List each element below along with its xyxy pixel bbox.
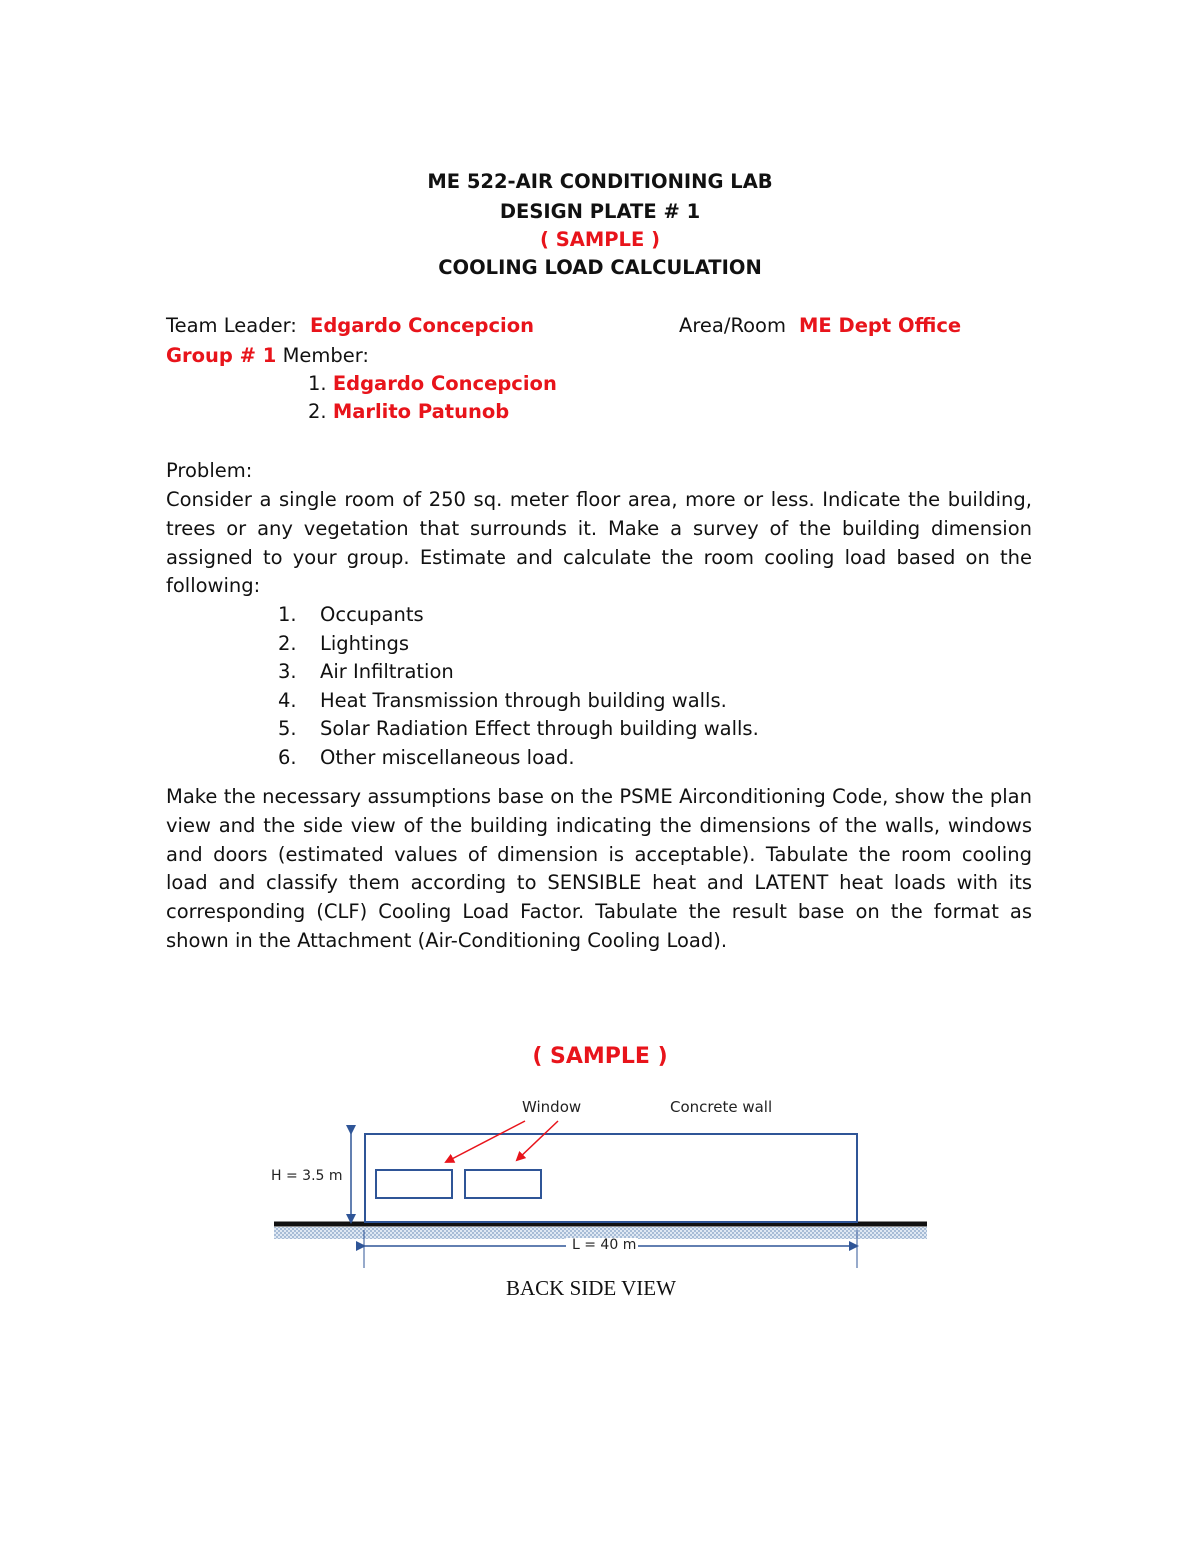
window-1 (376, 1170, 452, 1198)
length-label: L = 40 m (572, 1237, 637, 1253)
height-label: H = 3.5 m (271, 1168, 343, 1184)
team-leader-label: Team Leader: (166, 314, 297, 337)
area-label: Area/Room (679, 314, 786, 337)
sample-tag: ( SAMPLE ) (540, 228, 660, 251)
topic-title: COOLING LOAD CALCULATION (438, 256, 762, 279)
plate-title: DESIGN PLATE # 1 (499, 200, 701, 223)
concrete-wall-label: Concrete wall (670, 1098, 773, 1116)
window-label: Window (522, 1098, 582, 1116)
window-arrow-1 (446, 1121, 525, 1162)
member-name: Marlito Patunob (332, 400, 510, 423)
figure-sample-tag: ( SAMPLE ) (532, 1044, 668, 1069)
window-2 (465, 1170, 541, 1198)
document-page: ME 522-AIR CONDITIONING LAB DESIGN PLATE # 1 ( SAMPLE ) COOLING LOAD CALCULATION Team Leader: Edgardo Concepcion Area/Room ME Dept Office Group # 1 Member: 1. Edgardo Concepcion 2. Marlito Patunob Problem: Consider a single room of 250 sq. meter floor area, more or less. Indicate the building, trees or any vegetation that surrounds it. Make a survey of the building dimension assigned to your group. Estimate and calculate the room cooling load based on the following: 1. Occupants 2. Lightings 3. Air Infiltration 4. Heat Transmission through building walls. 5. Solar Radiation Effect through building walls. 6. Other miscellaneous load. Make the necessary assumptions base on the PSME Airconditioning Code, show the plan view and the side view of the building indicating the dimensions of the walls, windows and doors (estimated values of dimension is acceptable). Tabulate the room cooling load and classify them according to SENSIBLE heat and LATENT heat loads with its corresponding (CLF) Cooling Load Factor. Tabulate the result base on the format as shown in the Attachment (Air-Conditioning Cooling Load). ( SAMPLE ) Window Concrete wall H = 3.5 m L = 40 m BACK SIDE VIEW (0, 0, 1200, 1553)
member-number: 1. (308, 372, 327, 395)
member-number: 2. (308, 400, 327, 423)
window-arrow-2 (517, 1121, 558, 1160)
figure-caption: BACK SIDE VIEW (506, 1276, 676, 1300)
problem-intro: Consider a single room of 250 sq. meter floor area, more or less. Indicate the building, trees or any vegetation that surrounds it. Make a survey of the building dimension assigned to your group. Estimate and calculate the room cooling load based on the following: (166, 488, 1032, 598)
course-title: ME 522-AIR CONDITIONING LAB (427, 170, 773, 193)
problem-instructions: Make the necessary assumptions base on the PSME Airconditioning Code, show the plan view and the side view of the building indicating the dimensions of the walls, windows and doors (estimated values of dimension is acceptable). Tabulate the room cooling load and classify them according to SENSIBLE heat and LATENT heat loads with its corresponding (CLF) Cooling Load Factor. Tabulate the result base on the format as shown in the Attachment (Air-Conditioning Cooling Load). (166, 785, 1032, 952)
problem-heading: Problem: (166, 459, 253, 482)
member-label: Member: (282, 344, 369, 367)
member-name: Edgardo Concepcion (332, 372, 557, 395)
building-wall (365, 1134, 857, 1222)
area-value: ME Dept Office (799, 314, 962, 337)
group-label: Group # 1 (166, 344, 277, 367)
team-leader-name: Edgardo Concepcion (310, 314, 535, 337)
